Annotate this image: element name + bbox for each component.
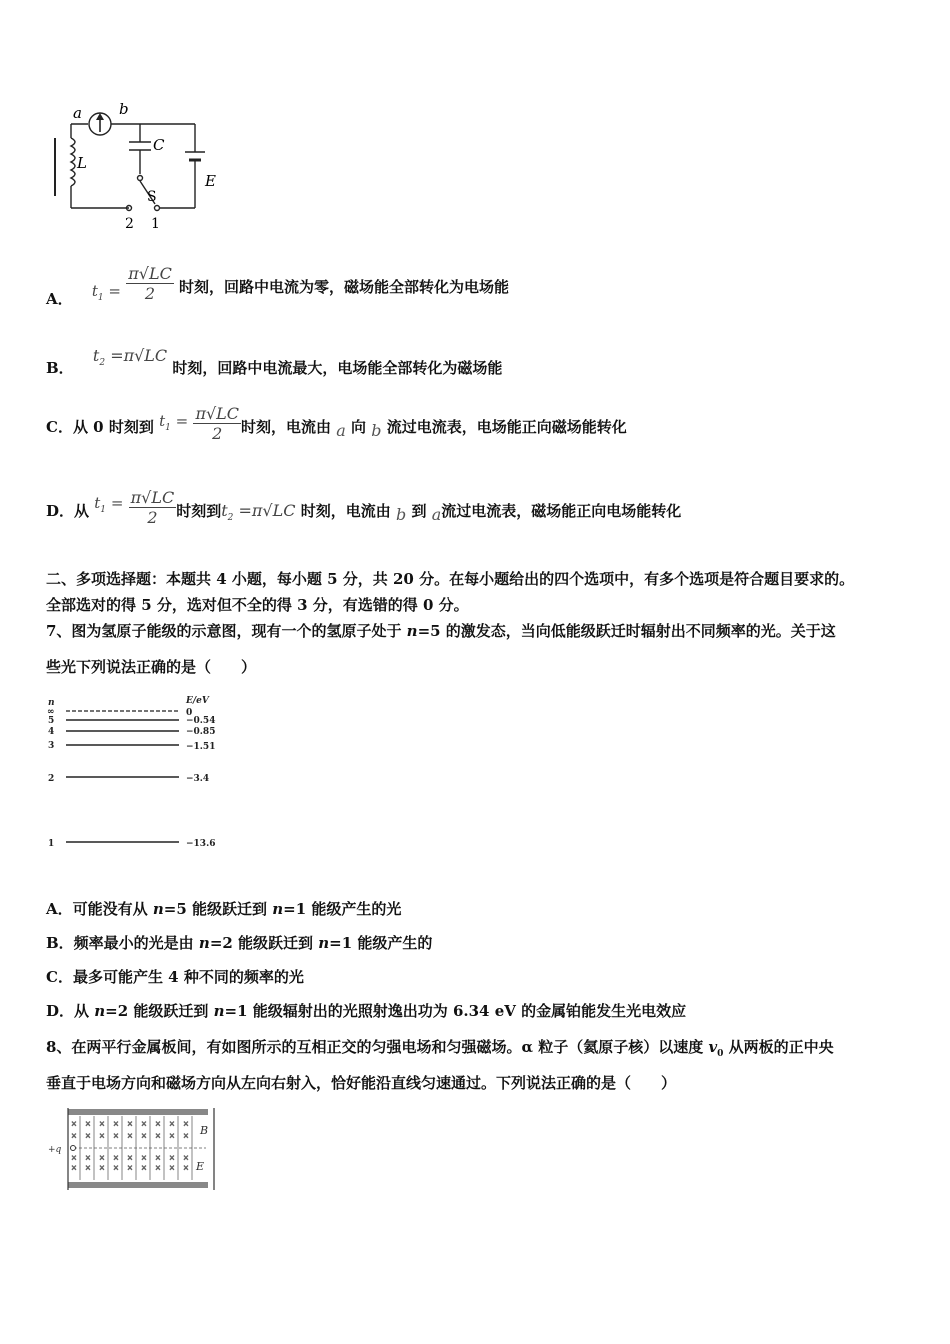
b-field-cross: ×	[113, 1164, 119, 1172]
E-label: E	[196, 1160, 205, 1173]
q7-option-a: A．可能没有从 n=5 能级跃迁到 n=1 能级产生的光	[46, 900, 402, 918]
q7-option-b: B．频率最小的光是由 n=2 能级跃迁到 n=1 能级产生的	[46, 934, 433, 952]
b-field-cross: ×	[155, 1132, 161, 1140]
q6-option-b: B． $t_2 =\pi√LC$ 时刻，回路中电流最大，电场能全部转化为磁场能	[46, 346, 503, 377]
b-field-cross: ×	[71, 1164, 77, 1172]
level-1-e: −13.6	[186, 839, 216, 849]
b-field-cross: ×	[85, 1164, 91, 1172]
b-field-cross: ×	[99, 1164, 105, 1172]
label-a: a	[73, 104, 82, 122]
energy-level-diagram	[44, 694, 234, 854]
q-label: +q	[48, 1145, 62, 1155]
q8-stem-line1: 8、在两平行金属板间，有如图所示的互相正交的匀强电场和匀强磁场。α 粒子（氦原子核）以速度 $v_0$ 从两板的正中央	[46, 1038, 834, 1059]
b-field-cross: ×	[141, 1132, 147, 1140]
b-field-cross: ×	[169, 1132, 175, 1140]
b-field-cross: ×	[113, 1132, 119, 1140]
b-field-cross: ×	[169, 1164, 175, 1172]
level-4-e: −0.85	[186, 727, 216, 737]
b-field-cross: ×	[183, 1154, 189, 1162]
q6-option-d: D．从 $t_1$ = $\frac{\pi√LC}{2}$ 时刻到$t_2 =\pi√LC$ 时刻，电流由 b 到 a流过电流表，磁场能正向电场能转化	[46, 488, 682, 527]
level-2-n: 2	[48, 774, 55, 784]
section2-line1: 二、多项选择题：本题共 4 小题，每小题 5 分，共 20 分。在每小题给出的四个选项中，有多个选项是符合题目要求的。	[46, 570, 855, 588]
b-field-cross: ×	[99, 1120, 105, 1128]
level-3-e: −1.51	[186, 742, 216, 752]
level-1-n: 1	[48, 839, 55, 849]
label-1: 1	[151, 216, 160, 232]
b-field-cross: ×	[155, 1154, 161, 1162]
q7-option-d: D．从 n=2 能级跃迁到 n=1 能级辐射出的光照射逸出功为 6.34 eV 的金属铂能发生光电效应	[46, 1002, 687, 1020]
b-field-cross: ×	[127, 1120, 133, 1128]
b-field-cross: ×	[71, 1154, 77, 1162]
b-field-cross: ×	[99, 1154, 105, 1162]
b-field-cross: ×	[127, 1164, 133, 1172]
b-field-cross: ×	[85, 1132, 91, 1140]
diagram-e-label: E/eV	[186, 696, 209, 706]
q7-option-c: C．最多可能产生 4 种不同的频率的光	[46, 968, 304, 986]
b-field-cross: ×	[169, 1120, 175, 1128]
label-C: C	[153, 136, 165, 154]
b-field-cross: ×	[127, 1132, 133, 1140]
b-field-cross: ×	[183, 1120, 189, 1128]
level-5-e: −0.54	[186, 716, 216, 726]
parallel-plate-figure	[46, 1106, 222, 1192]
b-field-cross: ×	[127, 1154, 133, 1162]
q7-stem-line2: 些光下列说法正确的是（ ）	[46, 658, 257, 676]
lc-circuit-diagram	[45, 98, 235, 238]
level-5-n: 5	[48, 716, 55, 726]
q6-option-a: A． $t_1$ = $\frac{\pi√LC}{2}$ 时刻，回路中电流为零，磁场能全部转化为电场能	[46, 264, 510, 308]
b-field-cross: ×	[85, 1120, 91, 1128]
label-b: b	[119, 100, 129, 118]
b-field-cross: ×	[141, 1120, 147, 1128]
b-field-cross: ×	[99, 1132, 105, 1140]
diagram-n-label: n	[48, 698, 55, 708]
label-2: 2	[125, 216, 134, 232]
b-field-cross: ×	[113, 1120, 119, 1128]
level-inf-e: 0	[186, 708, 193, 718]
b-field-cross: ×	[71, 1132, 77, 1140]
b-field-cross: ×	[85, 1154, 91, 1162]
b-field-cross: ×	[155, 1164, 161, 1172]
b-field-cross: ×	[71, 1120, 77, 1128]
B-label: B	[200, 1124, 209, 1137]
level-inf-n: ∞	[47, 707, 55, 717]
b-field-cross: ×	[155, 1120, 161, 1128]
label-L: L	[77, 154, 87, 172]
q6-option-c: C．从 0 时刻到 $t_1$ = $\frac{\pi√LC}{2}$ 时刻，电流由 a 向 b 流过电流表，电场能正向磁场能转化	[46, 404, 627, 443]
q8-stem-line2: 垂直于电场方向和磁场方向从左向右射入，恰好能沿直线匀速通过。下列说法正确的是（ ）	[46, 1074, 677, 1092]
b-field-cross: ×	[169, 1154, 175, 1162]
level-4-n: 4	[48, 727, 55, 737]
level-2-e: −3.4	[186, 774, 210, 784]
b-field-cross: ×	[141, 1154, 147, 1162]
b-field-cross: ×	[183, 1132, 189, 1140]
section2-line2: 全部选对的得 5 分，选对但不全的得 3 分，有选错的得 0 分。	[46, 596, 469, 614]
q7-stem-line1: 7、图为氢原子能级的示意图，现有一个的氢原子处于 n=5 的激发态，当向低能级跃迁时辐射出不同频率的光。关于这	[46, 622, 836, 640]
b-field-cross: ×	[141, 1164, 147, 1172]
b-field-cross: ×	[113, 1154, 119, 1162]
label-S: S	[147, 189, 157, 205]
t1-symbol: t	[91, 282, 98, 300]
level-3-n: 3	[48, 741, 55, 751]
label-E: E	[205, 172, 216, 190]
b-field-cross: ×	[183, 1164, 189, 1172]
